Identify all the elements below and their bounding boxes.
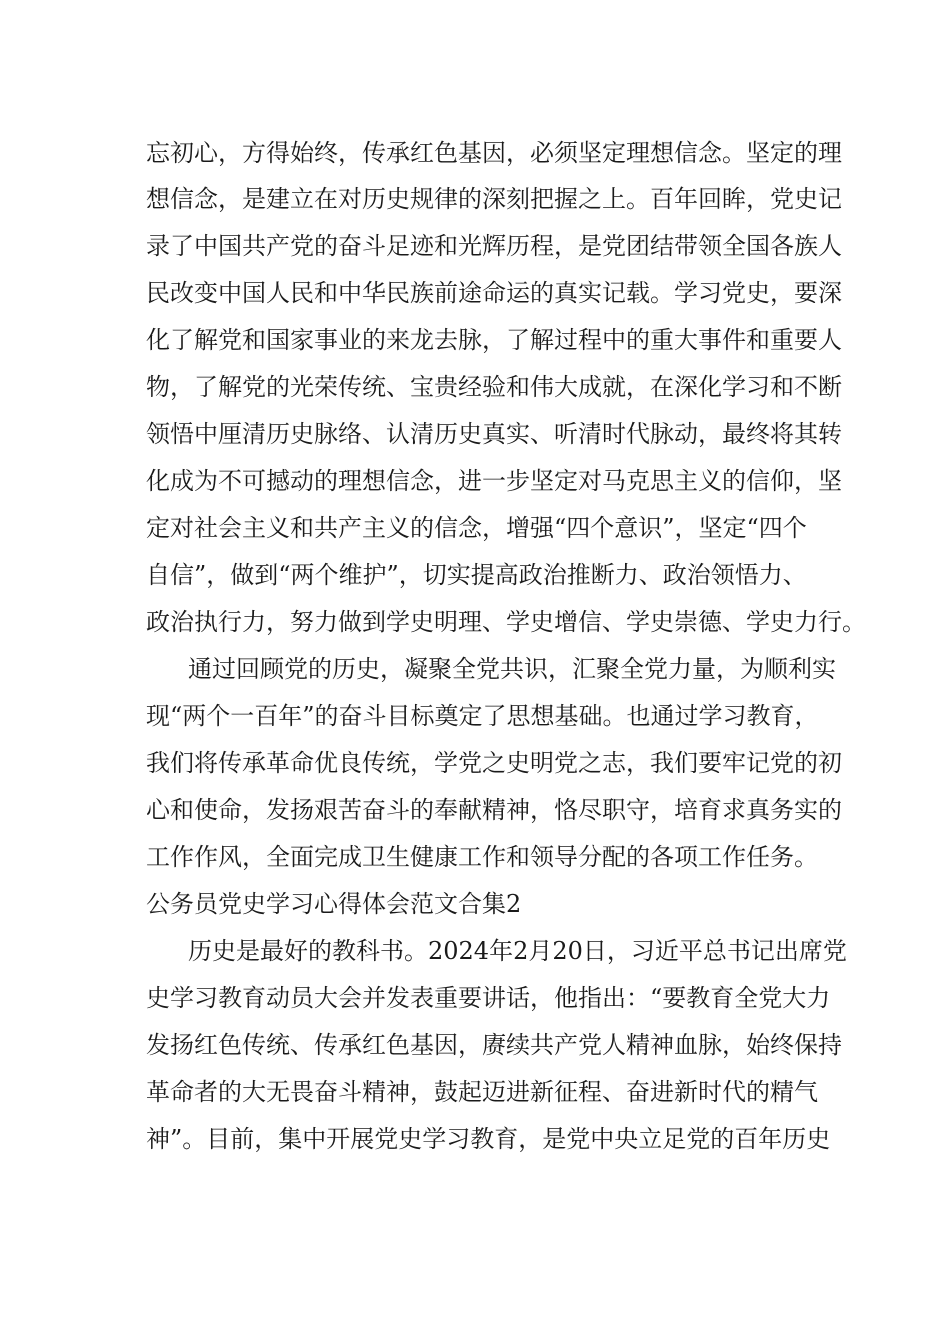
- text-line: 史学习教育动员大会并发表重要讲话，他指出：“要教育全党大力: [146, 984, 831, 1012]
- text-line: 我们将传承革命优良传统，学党之史明党之志，我们要牢记党的初: [146, 749, 842, 777]
- paragraph-1-line: [0, 508, 950, 548]
- text-line: 通过回顾党的历史，凝聚全党共识，汇聚全党力量，为顺利实: [188, 655, 836, 683]
- paragraph-2-line: [0, 649, 950, 689]
- text-line: 发扬红色传统、传承红色基因，赓续共产党人精神血脉，始终保持: [146, 1031, 842, 1059]
- text-line: 定对社会主义和共产主义的信念，增强“四个意识”，坚定“四个: [146, 514, 807, 542]
- paragraph-2-line: [0, 837, 950, 877]
- text-line: 心和使命，发扬艰苦奋斗的奉献精神，恪尽职守，培育求真务实的: [146, 796, 842, 824]
- paragraph-1-line: [0, 555, 950, 595]
- text-line: 想信念，是建立在对历史规律的深刻把握之上。百年回眸，党史记: [146, 185, 842, 213]
- text-line: 革命者的大无畏奋斗精神，鼓起迈进新征程、奋进新时代的精气: [146, 1078, 818, 1106]
- text-line: 现“两个一百年”的奋斗目标奠定了思想基础。也通过学习教育，: [146, 702, 819, 730]
- text-line: 录了中国共产党的奋斗足迹和光辉历程，是党团结带领全国各族人: [146, 232, 842, 260]
- paragraph-1-line: [0, 226, 950, 266]
- text-line: 化成为不可撼动的理想信念，进一步坚定对马克思主义的信仰，坚: [146, 467, 842, 495]
- paragraph-1-line: [0, 320, 950, 360]
- paragraph-1-line: [0, 602, 950, 642]
- text-line: 政治执行力，努力做到学史明理、学史增信、学史崇德、学史力行。: [146, 608, 866, 636]
- paragraph-3-line: [0, 931, 950, 971]
- paragraph-1-line: [0, 414, 950, 454]
- paragraph-2-line: [0, 743, 950, 783]
- heading-text: 公务员党史学习心得体会范文合集2: [146, 890, 522, 918]
- text-line: 忘初心，方得始终，传承红色基因，必须坚定理想信念。坚定的理: [146, 139, 842, 167]
- section-heading: [0, 884, 950, 924]
- text-line: 历史是最好的教科书。2024年2月20日，习近平总书记出席党: [188, 937, 847, 965]
- text-line: 自信”，做到“两个维护”，切实提高政治推断力、政治领悟力、: [146, 561, 807, 589]
- paragraph-3-line: [0, 978, 950, 1018]
- paragraph-2-line: [0, 696, 950, 736]
- paragraph-3-line: [0, 1072, 950, 1112]
- paragraph-1-line: [0, 367, 950, 407]
- text-line: 化了解党和国家事业的来龙去脉，了解过程中的重大事件和重要人: [146, 326, 842, 354]
- text-line: 工作作风，全面完成卫生健康工作和领导分配的各项工作任务。: [146, 843, 818, 871]
- paragraph-1-line: [0, 179, 950, 219]
- text-line: 物，了解党的光荣传统、宝贵经验和伟大成就，在深化学习和不断: [146, 373, 842, 401]
- text-line: 民改变中国人民和中华民族前途命运的真实记载。学习党史，要深: [146, 279, 842, 307]
- paragraph-3-line: [0, 1119, 950, 1159]
- paragraph-3-line: [0, 1025, 950, 1065]
- paragraph-1-line: [0, 461, 950, 501]
- text-line: 领悟中厘清历史脉络、认清历史真实、听清时代脉动，最终将其转: [146, 420, 842, 448]
- paragraph-1-line: [0, 273, 950, 313]
- text-line: 神”。目前，集中开展党史学习教育，是党中央立足党的百年历史: [146, 1125, 831, 1153]
- paragraph-2-line: [0, 790, 950, 830]
- paragraph-1-line: [0, 133, 950, 173]
